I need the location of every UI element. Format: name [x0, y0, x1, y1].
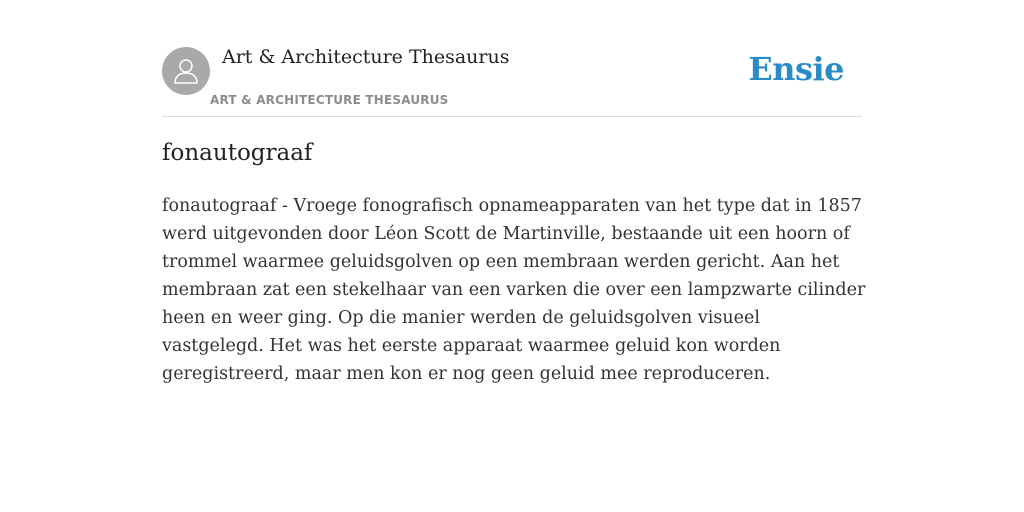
definition-text: fonautograaf - Vroege fonografisch opnameapparaten van het type dat in 1857 werd uitgevonden door Léon Scott de Martinville, bestaande uit een hoorn of trommel waarmee geluidsgolven op een membraan werden gericht. Aan het membraan zat een stekelhaar van een varken die over een lampzwarte cilinder heen en weer ging. Op die manier werden de geluidsgolven visueel vastgelegd. Het was het eerste apparaat waarmee geluid kon worden geregistreerd, maar men kon er nog geen geluid mee reproduceren.	[162, 196, 866, 384]
user-silhouette-icon	[171, 56, 201, 86]
page-title: fonautograaf	[162, 140, 313, 166]
source-label[interactable]: ART & ARCHITECTURE THESAURUS	[210, 93, 449, 107]
brand-logo[interactable]: Ensie	[748, 50, 844, 88]
author-name[interactable]: Art & Architecture Thesaurus	[222, 46, 510, 68]
author-header	[162, 40, 862, 117]
avatar[interactable]	[162, 47, 210, 95]
